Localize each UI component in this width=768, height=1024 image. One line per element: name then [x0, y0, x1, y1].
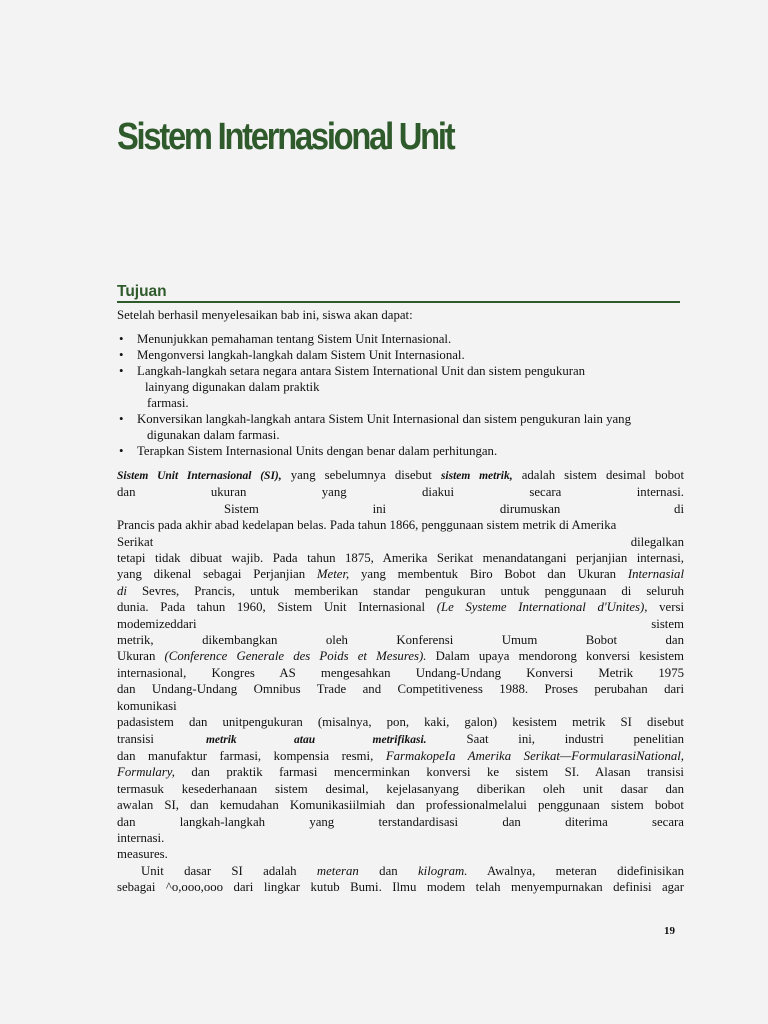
body-line: measures.: [117, 847, 168, 862]
body-line: awalan SI, dan kemudahan Komunikasiilmiah dan professionalmelalui penggunaan sistem bobot: [117, 798, 684, 813]
list-item: [117, 443, 684, 459]
text-run: dan manufaktur farmasi, kompensia resmi,: [117, 748, 386, 763]
body-line: [117, 648, 684, 664]
text-run: meteran: [316, 863, 359, 878]
body-line: [117, 764, 684, 780]
text-run: Formulary,: [117, 765, 175, 780]
text-run: (Conference Generale des Poids et Mesures).: [164, 649, 427, 664]
list-item-text: • Langkah-langkah setara negara antara Sistem International Unit dan sistem pengukuran: [137, 364, 586, 378]
body-line: [117, 863, 684, 879]
text-run: FarmakopeIa Amerika Serikat—FormularasiNational,: [385, 748, 684, 763]
text-run: di: [117, 583, 127, 598]
body-line: Sistem ini dirumuskan di: [224, 501, 684, 516]
body-line: padasistem dan unitpengukuran (misalnya, pon, kaki, galon) kesistem metrik SI disebut: [117, 715, 684, 730]
term-si: Sistem Unit Internasional (SI),: [117, 470, 282, 482]
body-text: [117, 467, 684, 896]
body-line: dan ukuran yang diakui secara internasi.: [117, 485, 684, 500]
objectives-list: [117, 331, 684, 459]
text-run: Saat ini, industri penelitian: [466, 731, 684, 746]
body-line: Prancis pada akhir abad kedelapan belas. Pada tahun 1866, penggunaan sistem metrik di Amerika: [117, 518, 617, 533]
text-run: yang membentuk Biro Bobot dan Ukuran: [349, 567, 628, 582]
list-item-text: • Konversikan langkah-langkah antara Sistem Unit Internasional dan sistem pengukuran lain yang: [137, 412, 631, 426]
text-run: versi: [647, 600, 684, 615]
body-line: [117, 599, 684, 615]
body-line: Serikat dilegalkan: [117, 534, 684, 549]
text-run: transisi: [117, 731, 154, 746]
text-run: yang sebelumnya disebut: [281, 468, 441, 482]
text-run: dan praktik farmasi mencerminkan konversi ke sistem SI. Alasan transisi: [174, 765, 684, 780]
body-line: [117, 467, 684, 484]
text-run: yang dikenal sebagai Perjanjian: [117, 567, 317, 582]
text-run: Internasial: [627, 567, 685, 582]
page-number: 19: [664, 925, 675, 937]
text-run: dunia. Pada tahun 1960, Sistem Unit Internasional: [117, 600, 437, 615]
body-line: [117, 731, 684, 748]
text-run: Sevres, Prancis, untuk memberikan standar pengukuran untuk penggunaan di seluruh: [126, 583, 684, 598]
list-item-text: lainyang digunakan dalam praktik: [145, 380, 320, 394]
body-line: metrik, dikembangkan oleh Konferensi Umum Bobot dan: [117, 633, 684, 648]
text-run: adalah sistem desimal bobot: [512, 468, 684, 482]
text-run: Unit dasar SI adalah: [141, 863, 317, 878]
list-item-text: Terapkan Sistem Internasional Units dengan benar dalam perhitungan.: [137, 444, 498, 458]
body-line: [117, 748, 684, 764]
list-item: [117, 347, 684, 363]
text-run: dan: [358, 863, 418, 878]
term-metric: sistem metrik,: [440, 470, 513, 482]
page-title: Sistem Internasional Unit: [117, 116, 454, 158]
list-item-text: Menunjukkan pemahaman tentang Sistem Unit Internasional.: [137, 332, 452, 346]
body-line: tetapi tidak dibuat wajib. Pada tahun 1875, Amerika Serikat menandatangani perjanjian internasi,: [117, 551, 684, 566]
body-line: [117, 566, 684, 582]
text-run: kilogram.: [418, 863, 468, 878]
text-run: Ukuran: [117, 649, 165, 664]
intro-text: Setelah berhasil menyelesaikan bab ini, siswa akan dapat:: [117, 308, 413, 322]
body-line: komunikasi: [117, 698, 177, 713]
body-line: termasuk kesederhanaan sistem desimal, kejelasanyang diberikan oleh unit dasar dan: [117, 781, 684, 796]
list-item: [117, 331, 684, 347]
term-metrification: metrik atau metrifikasi.: [205, 733, 427, 746]
list-item: [117, 411, 684, 443]
body-line: internasional, Kongres AS mengesahkan Undang-Undang Konversi Metrik 1975: [117, 665, 684, 680]
body-line: dan langkah-langkah yang terstandardisasi dan diterima secara: [117, 814, 684, 829]
list-item-text: digunakan dalam farmasi.: [147, 428, 280, 442]
body-line: sebagai ^o,ooo,ooo dari lingkar kutub Bumi. Ilmu modem telah menyempurnakan definisi agar: [117, 880, 684, 895]
list-item: [117, 363, 684, 411]
body-line: internasi.: [117, 830, 165, 845]
text-run: Dalam upaya mendorong konversi kesistem: [426, 649, 684, 664]
text-run: Awalnya, meteran didefinisikan: [467, 863, 684, 878]
list-item-text: Mengonversi langkah-langkah dalam Sistem Unit Internasional.: [137, 348, 465, 362]
text-run: Meter,: [316, 567, 350, 582]
section-heading: Tujuan: [117, 283, 680, 303]
body-line: [117, 583, 684, 599]
text-run: (Le Systeme International d'Unites),: [436, 600, 648, 615]
body-line: dan Undang-Undang Omnibus Trade and Competitiveness 1988. Proses perubahan dari: [117, 682, 684, 697]
list-item-text: farmasi.: [147, 396, 189, 410]
body-line: modemizeddari sistem: [117, 616, 684, 631]
